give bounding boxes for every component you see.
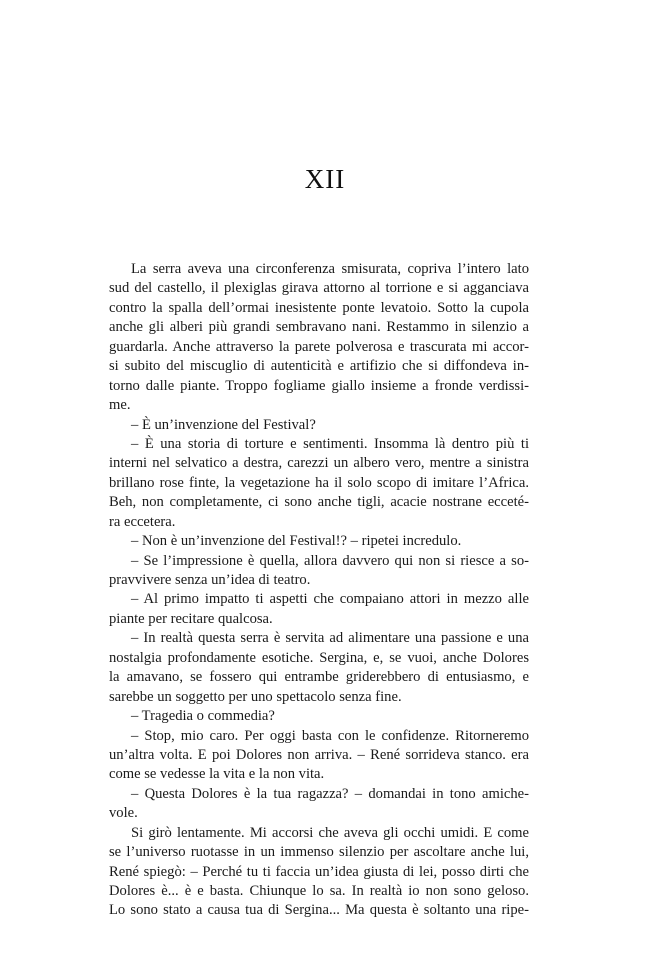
text-line: La serra aveva una circonferenza smisurata, copriva l’intero lato — [131, 261, 529, 277]
text-line: come se vedesse la vita e la non vita. — [109, 766, 325, 783]
text-line: guardarla. Anche attraverso la parete polverosa e trascurata mi accor- — [109, 338, 529, 355]
text-line: – Al primo impatto ti aspetti che compaiano attori in mezzo alle — [131, 591, 529, 608]
chapter-title: XII — [304, 164, 346, 194]
text-line: contro la spalla dell’ormai inesistente ponte levatoio. Sotto la cupola — [109, 299, 529, 316]
text-line: – Non è un’invenzione del Festival!? – ripetei incredulo. — [131, 533, 462, 550]
text-line: se l’universo ruotasse in un immenso silenzio per ascoltare anche lui, — [109, 844, 529, 861]
text-line: torno dalle piante. Troppo fogliame giallo insieme a fronde verdissi- — [109, 377, 529, 394]
text-line: Si girò lentamente. Mi accorsi che aveva gli occhi umidi. E come — [131, 824, 529, 841]
text-line: – Questa Dolores è la tua ragazza? – domandai in tono amiche- — [131, 785, 529, 802]
text-line: – Tragedia o commedia? — [131, 708, 275, 725]
text-line: interni nel selvatico a destra, carezzi un albero vero, mentre a sinistra — [109, 455, 529, 472]
text-line: pravvivere senza un’idea di teatro. — [109, 572, 311, 588]
text-line: sarebbe un soggetto per uno spettacolo senza fine. — [109, 688, 402, 705]
text-line: ra eccetera. — [109, 513, 176, 530]
text-line: vole. — [109, 805, 138, 822]
text-line: Lo sono stato a causa tua di Sergina... Ma questa è soltanto una ripe- — [109, 902, 529, 919]
text-line: – È una storia di torture e sentimenti. Insomma là dentro più ti — [131, 435, 529, 452]
text-line: – Se l’impressione è quella, allora davvero qui non si riesce a so- — [131, 552, 529, 569]
text-line: la amavano, se fossero qui entrambe griderebbero di entusiasmo, e — [109, 669, 529, 686]
text-line: me. — [109, 397, 131, 414]
text-line: anche gli alberi più grandi sembravano nani. Restammo in silenzio a — [109, 319, 529, 336]
text-line: – Stop, mio caro. Per oggi basta con le confidenze. Ritorneremo — [131, 727, 529, 744]
text-line: – È un’invenzione del Festival? — [131, 416, 316, 433]
text-line: un’altra volta. E poi Dolores non arriva. – René sorrideva stanco. era — [109, 746, 529, 763]
text-line: Dolores è... è e basta. Chiunque lo sa. In realtà io non sono geloso. — [109, 883, 529, 899]
text-line: sud del castello, il plexiglas girava attorno al torrione e si agganciava — [109, 280, 529, 297]
text-line: piante per recitare qualcosa. — [109, 610, 273, 627]
text-line: si subito del miscuglio di autenticità e artifizio che si diffondeva in- — [109, 358, 529, 375]
body-text — [109, 260, 529, 921]
text-line: nostalgia profondamente esotiche. Sergina, e, se vuoi, anche Dolores — [109, 649, 529, 666]
text-line: Beh, non completamente, ci sono anche tigli, acacie nostrane ecceté- — [109, 494, 529, 511]
text-line: René spiegò: – Perché tu ti faccia un’idea giusta di lei, posso dirti che — [109, 863, 529, 880]
text-line: – In realtà questa serra è servita ad alimentare una passione e una — [131, 630, 529, 647]
text-line: brillano rose finte, la vegetazione ha il solo scopo di imitare l’Africa. — [109, 474, 529, 491]
